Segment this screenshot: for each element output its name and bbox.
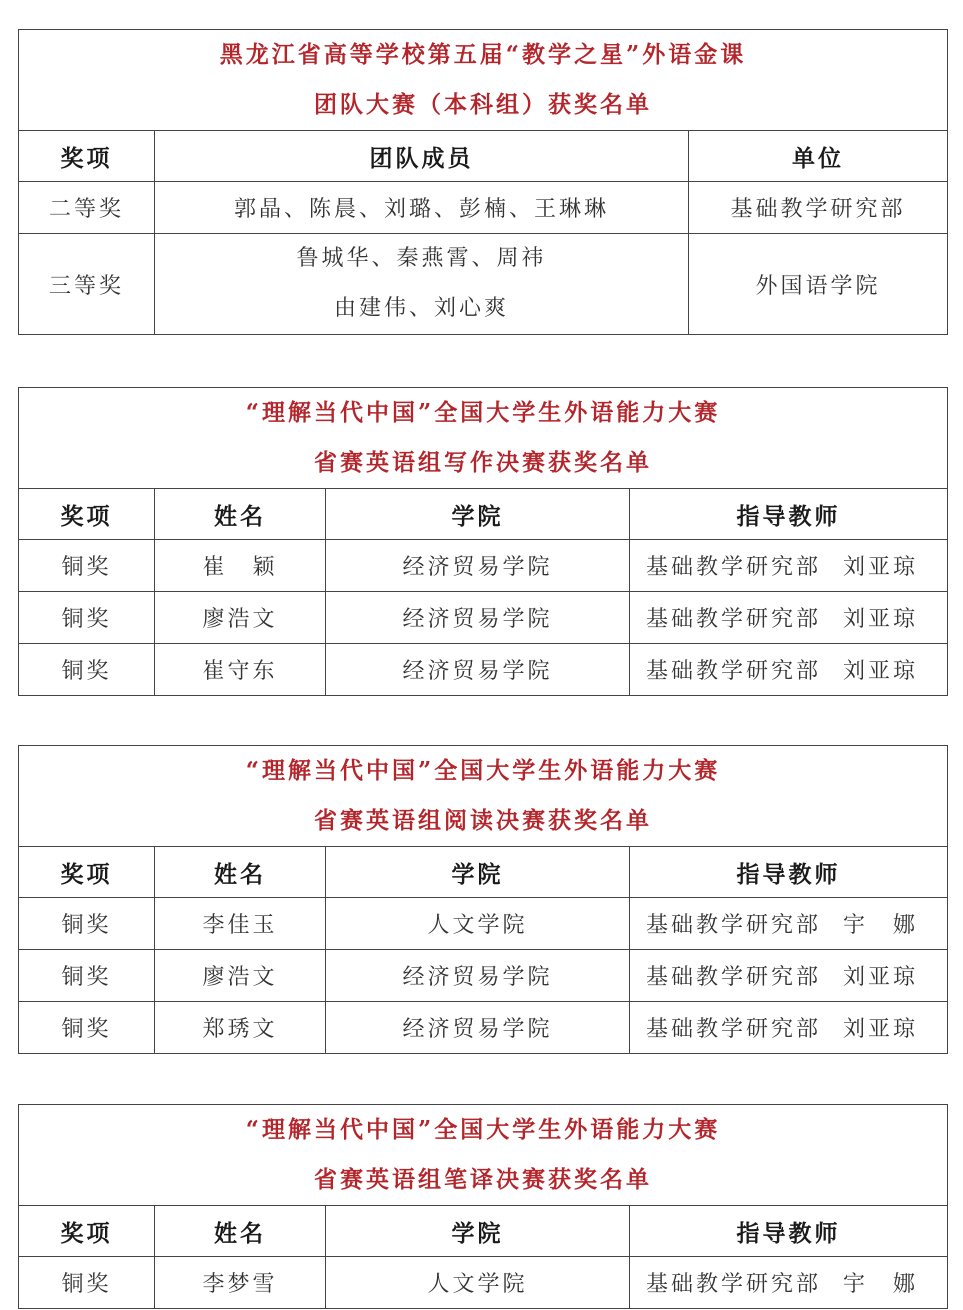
- award-cell: 铜奖: [19, 644, 155, 696]
- college-cell: 人文学院: [326, 1257, 630, 1309]
- table-row: [19, 644, 948, 696]
- header-college: 学院: [326, 847, 630, 898]
- teacher-dept: 基础教学研究部: [646, 1272, 822, 1297]
- header-name: 姓名: [155, 1206, 326, 1257]
- name-cell: 廖浩文: [155, 592, 326, 644]
- unit-cell: 基础教学研究部: [689, 182, 948, 234]
- teacher-cell: [630, 950, 948, 1002]
- teacher-dept: 基础教学研究部: [646, 659, 822, 684]
- college-cell: 经济贸易学院: [326, 950, 630, 1002]
- table-row: [19, 1002, 948, 1054]
- award-cell: 铜奖: [19, 898, 155, 950]
- college-cell: 经济贸易学院: [326, 1002, 630, 1054]
- members-line-1: 鲁城华、秦燕霄、周祎: [296, 246, 547, 271]
- writing-award-table: [18, 387, 948, 696]
- table-title: [19, 388, 948, 489]
- name-cell: 李佳玉: [155, 898, 326, 950]
- members-line-2: 由建伟、刘心爽: [333, 296, 509, 321]
- table-title: [19, 30, 948, 131]
- table-title-line-1: “理解当代中国”全国大学生外语能力大赛: [245, 757, 721, 784]
- header-teacher: 指导教师: [630, 847, 948, 898]
- table-row: [19, 182, 948, 234]
- teacher-dept: 基础教学研究部: [646, 607, 822, 632]
- teacher-dept: 基础教学研究部: [646, 913, 822, 938]
- name-cell: 廖浩文: [155, 950, 326, 1002]
- teacher-name: 刘亚琼: [843, 607, 919, 632]
- award-cell: 铜奖: [19, 1002, 155, 1054]
- table-title-line-1: 黑龙江省高等学校第五届“教学之星”外语金课: [219, 41, 747, 68]
- table-title-line-1: “理解当代中国”全国大学生外语能力大赛: [245, 399, 721, 426]
- header-award: 奖项: [19, 847, 155, 898]
- teacher-dept: 基础教学研究部: [646, 555, 822, 580]
- members-cell: [155, 234, 689, 335]
- college-cell: 经济贸易学院: [326, 644, 630, 696]
- header-teacher: 指导教师: [630, 1206, 948, 1257]
- teacher-cell: [630, 540, 948, 592]
- award-cell: 铜奖: [19, 540, 155, 592]
- members-cell: 郭晶、陈晨、刘璐、彭楠、王琳琳: [155, 182, 689, 234]
- teacher-cell: [630, 898, 948, 950]
- table-title-line-2: 团队大赛（本科组）获奖名单: [314, 91, 653, 118]
- header-award: 奖项: [19, 131, 155, 182]
- teacher-dept: 基础教学研究部: [646, 1017, 822, 1042]
- teacher-cell: [630, 644, 948, 696]
- name-cell: 李梦雪: [155, 1257, 326, 1309]
- unit-cell: 外国语学院: [689, 234, 948, 335]
- teacher-name: 刘亚琼: [843, 555, 919, 580]
- award-cell: 二等奖: [19, 182, 155, 234]
- header-name: 姓名: [155, 489, 326, 540]
- header-college: 学院: [326, 1206, 630, 1257]
- college-cell: 经济贸易学院: [326, 592, 630, 644]
- teacher-name: 刘亚琼: [843, 965, 919, 990]
- table-row: [19, 234, 948, 335]
- header-members: 团队成员: [155, 131, 689, 182]
- table-row: [19, 950, 948, 1002]
- table-row: [19, 898, 948, 950]
- header-unit: 单位: [689, 131, 948, 182]
- name-cell: 崔守东: [155, 644, 326, 696]
- header-award: 奖项: [19, 489, 155, 540]
- award-cell: 三等奖: [19, 234, 155, 335]
- table-row: [19, 540, 948, 592]
- teacher-name: 宇 娜: [843, 913, 919, 938]
- teacher-cell: [630, 1257, 948, 1309]
- team-award-table: [18, 29, 948, 335]
- table-title-line-2: 省赛英语组笔译决赛获奖名单: [314, 1166, 653, 1193]
- header-name: 姓名: [155, 847, 326, 898]
- teacher-name: 刘亚琼: [843, 659, 919, 684]
- teacher-cell: [630, 1002, 948, 1054]
- table-row: [19, 592, 948, 644]
- reading-award-table: [18, 745, 948, 1054]
- translation-award-table: [18, 1104, 948, 1309]
- name-cell: 郑琇文: [155, 1002, 326, 1054]
- table-title: [19, 746, 948, 847]
- award-cell: 铜奖: [19, 592, 155, 644]
- award-cell: 铜奖: [19, 1257, 155, 1309]
- award-cell: 铜奖: [19, 950, 155, 1002]
- teacher-name: 刘亚琼: [843, 1017, 919, 1042]
- header-award: 奖项: [19, 1206, 155, 1257]
- teacher-cell: [630, 592, 948, 644]
- table-title-line-2: 省赛英语组阅读决赛获奖名单: [314, 807, 653, 834]
- table-row: [19, 1257, 948, 1309]
- table-title-line-1: “理解当代中国”全国大学生外语能力大赛: [245, 1116, 721, 1143]
- teacher-dept: 基础教学研究部: [646, 965, 822, 990]
- college-cell: 人文学院: [326, 898, 630, 950]
- header-teacher: 指导教师: [630, 489, 948, 540]
- table-title-line-2: 省赛英语组写作决赛获奖名单: [314, 449, 653, 476]
- name-cell: 崔 颖: [155, 540, 326, 592]
- header-college: 学院: [326, 489, 630, 540]
- college-cell: 经济贸易学院: [326, 540, 630, 592]
- teacher-name: 宇 娜: [843, 1272, 919, 1297]
- table-title: [19, 1105, 948, 1206]
